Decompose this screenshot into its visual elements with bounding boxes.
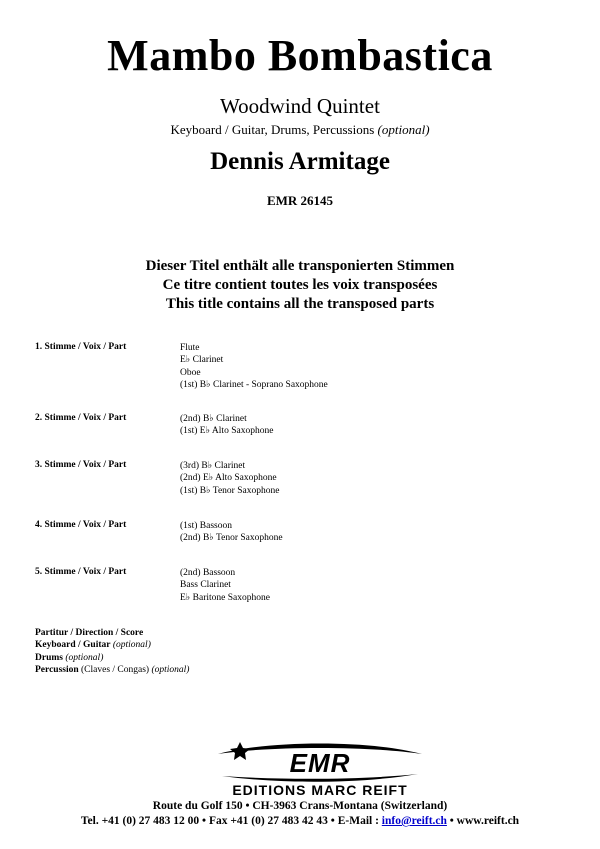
instrument: (2nd) B♭ Clarinet — [180, 414, 247, 424]
instrumentation — [0, 122, 600, 138]
logo-publisher-name: EDITIONS MARC REIFT — [232, 782, 408, 798]
notice-french: Ce titre contient toutes les voix transposées — [162, 277, 438, 293]
instrument: (1st) B♭ Tenor Saxophone — [180, 485, 280, 496]
instrument: Oboe — [180, 367, 201, 378]
percussion-detail: (Claves / Congas) — [81, 664, 150, 675]
extra-parts — [35, 627, 189, 676]
publisher-contact — [0, 815, 600, 827]
instrument: (2nd) E♭ Alto Saxophone — [180, 473, 277, 484]
contact-prefix: Tel. +41 (0) 27 483 12 00 • Fax +41 (0) 27 483 42 43 • E-Mail : — [80, 815, 382, 827]
contact-suffix: • www.reift.ch — [446, 815, 520, 827]
part-label: 2. Stimme / Voix / Part — [35, 413, 127, 423]
logo-star — [230, 742, 250, 760]
instrument: Bass Clarinet — [180, 580, 231, 591]
publisher-logo — [200, 738, 440, 798]
instrument: (2nd) Bassoon — [180, 568, 236, 578]
percussion-line — [35, 664, 189, 676]
instrument: E♭ Baritone Saxophone — [180, 592, 270, 603]
part-instruments — [180, 520, 283, 545]
notice-english: This title contains all the transposed parts — [165, 296, 435, 312]
subtitle: Woodwind Quintet — [220, 94, 380, 118]
title: Mambo Bombastica — [107, 31, 493, 80]
drums-line — [35, 652, 189, 664]
part-label: 5. Stimme / Voix / Part — [35, 567, 127, 577]
instrument: (2nd) B♭ Tenor Saxophone — [180, 533, 283, 544]
publisher-address: Route du Golf 150 • CH-3963 Crans-Montana (Switzerland) — [152, 800, 448, 812]
email-link[interactable]: info@reift.ch — [381, 815, 447, 827]
instrument: E♭ Clarinet — [180, 355, 224, 366]
part-instruments — [180, 342, 328, 391]
instrument: Flute — [180, 343, 200, 353]
instrument: (1st) E♭ Alto Saxophone — [180, 426, 274, 437]
score-label: Partitur / Direction / Score — [35, 628, 144, 638]
instrumentation-main: Keyboard / Guitar, Drums, Percussions — [170, 122, 375, 137]
keyboard-line — [35, 639, 189, 651]
keyboard-optional: (optional) — [112, 640, 151, 651]
part-instruments — [180, 567, 270, 604]
part-label: 1. Stimme / Voix / Part — [35, 342, 127, 352]
drums-label: Drums — [35, 652, 63, 663]
percussion-label: Percussion — [35, 664, 79, 675]
composer: Dennis Armitage — [210, 148, 390, 175]
part-label: 4. Stimme / Voix / Part — [35, 520, 127, 530]
percussion-optional: (optional) — [151, 664, 190, 675]
part-label: 3. Stimme / Voix / Part — [35, 460, 127, 470]
instrument: (1st) B♭ Clarinet - Soprano Saxophone — [180, 379, 328, 390]
part-instruments — [180, 413, 273, 438]
drums-optional: (optional) — [65, 652, 104, 663]
instrumentation-optional: (optional) — [377, 122, 430, 137]
keyboard-label: Keyboard / Guitar — [35, 640, 111, 651]
notice-german: Dieser Titel enthält alle transponierten Stimmen — [145, 258, 455, 274]
instrument: (1st) Bassoon — [180, 521, 232, 531]
instrument: (3rd) B♭ Clarinet — [180, 461, 246, 471]
catalog-number: EMR 26145 — [266, 193, 334, 208]
part-instruments — [180, 460, 279, 497]
logo-mark: EMR — [289, 748, 351, 778]
score-line — [35, 627, 189, 639]
